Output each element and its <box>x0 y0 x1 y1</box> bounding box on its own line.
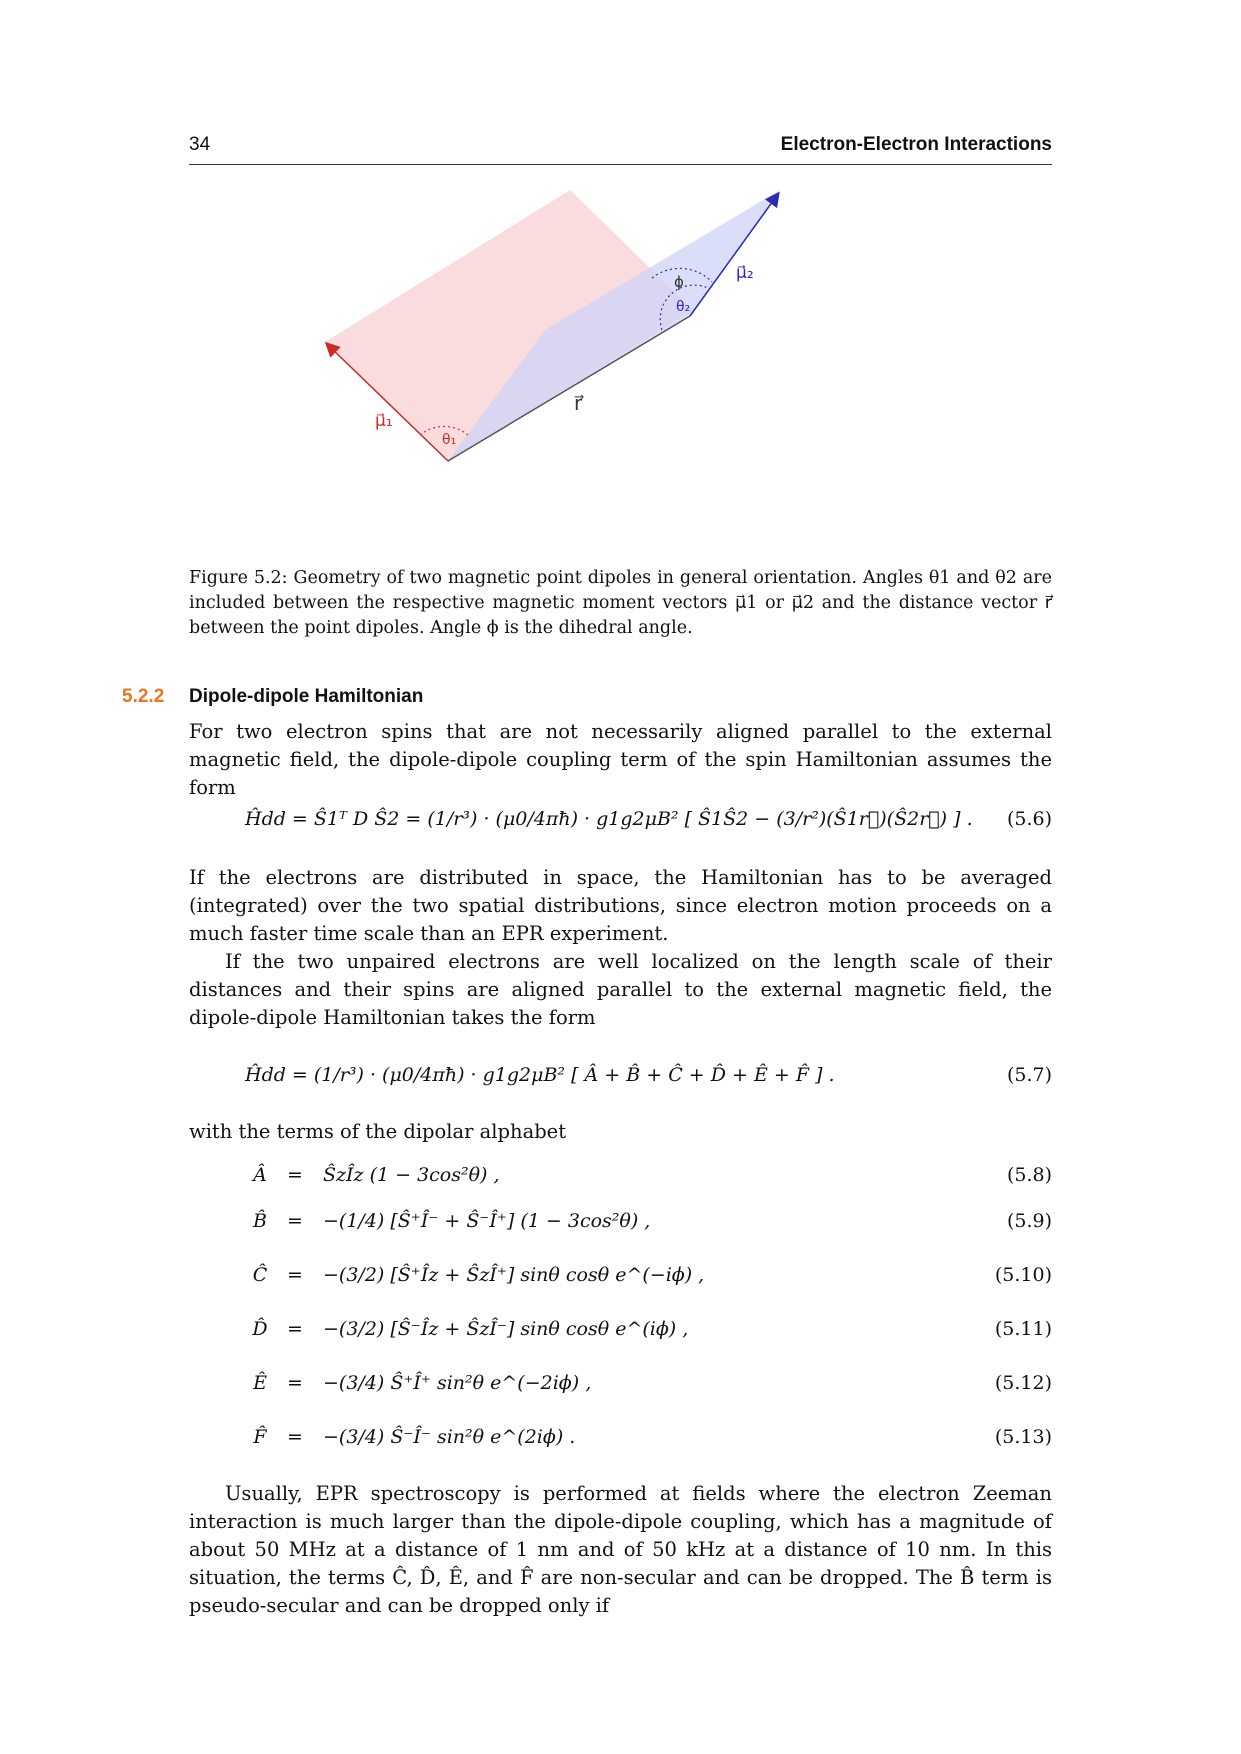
paragraph-4: with the terms of the dipolar alphabet <box>189 1120 567 1143</box>
paragraph-5: Usually, EPR spectroscopy is performed at fields where the electron Zeeman interaction is much larger than the dipole-dipole coupling, which has a magnitude of about 50 MHz at a distance of 1 nm and of 50 kHz at a distance of 10 nm. In this situation, the terms Ĉ, D̂, Ê, and F̂ are non-secular and can be dropped. The B̂ term is pseudo-secular and can be dropped only if <box>189 1482 1052 1617</box>
equation-5-11: D̂ = −(3/2) [Ŝ⁻Îz + ŜzÎ⁻] sinθ cosθ e^(iϕ) , (5.11) <box>245 1318 1052 1358</box>
page-header <box>189 134 1052 165</box>
section-title: Dipole-dipole Hamiltonian <box>189 686 424 707</box>
equation-5-7-number: (5.7) <box>1006 1064 1052 1086</box>
equation-5-7 <box>245 1064 1052 1104</box>
alphabet-term: Ê <box>253 1372 267 1394</box>
equation-5-6 <box>245 808 1052 848</box>
alphabet-term: Ĉ <box>252 1264 268 1286</box>
alphabet-expression: −(3/2) [Ŝ⁻Îz + ŜzÎ⁻] sinθ cosθ e^(iϕ) , <box>323 1318 689 1340</box>
equation-5-9: B̂ = −(1/4) [Ŝ⁺Î⁻ + Ŝ⁻Î⁺] (1 − 3cos²θ) , (5.9) <box>245 1210 1052 1250</box>
equation-number: (5.8) <box>1006 1164 1052 1186</box>
r-label: r⃗ <box>574 391 583 415</box>
mu1-label: μ⃗₁ <box>375 411 393 431</box>
alphabet-expression: −(3/4) Ŝ⁺Î⁺ sin²θ e^(−2iϕ) , <box>323 1372 592 1394</box>
equation-5-6-body: Ĥdd = Ŝ1ᵀ D Ŝ2 = (1/r³) · (μ0/4πħ) · g1g2μB² [ Ŝ1Ŝ2 − (3/r²)(Ŝ1r⃗)(Ŝ2r⃗) ] . <box>245 808 973 830</box>
equation-number: (5.13) <box>994 1426 1052 1448</box>
paragraph-1: For two electron spins that are not necessarily aligned parallel to the external magnetic field, the dipole-dipole coupling term of the spin Hamiltonian assumes the form <box>189 720 1052 799</box>
mu2-label: μ⃗₂ <box>736 263 754 283</box>
equation-5-13: F̂ = −(3/4) Ŝ⁻Î⁻ sin²θ e^(2iϕ) . (5.13) <box>245 1426 1052 1466</box>
equation-5-10: Ĉ = −(3/2) [Ŝ⁺Îz + ŜzÎ⁺] sinθ cosθ e^(−iϕ) , (5.10) <box>245 1264 1052 1304</box>
section-number: 5.2.2 <box>122 686 165 707</box>
alphabet-expression: −(1/4) [Ŝ⁺Î⁻ + Ŝ⁻Î⁺] (1 − 3cos²θ) , <box>323 1210 651 1232</box>
theta2-label: θ₂ <box>676 299 691 315</box>
running-title: Electron-Electron Interactions <box>780 134 1052 155</box>
equation-number: (5.11) <box>994 1318 1052 1340</box>
paragraph-3: If the two unpaired electrons are well localized on the length scale of their distances and their spins are aligned parallel to the external magnetic field, the dipole-dipole Hamiltonian takes the form <box>189 950 1052 1029</box>
dipole-geometry-figure <box>300 190 900 530</box>
equation-number: (5.9) <box>1006 1210 1052 1232</box>
alphabet-term: D̂ <box>252 1318 268 1340</box>
figure-caption: Figure 5.2: Geometry of two magnetic point dipoles in general orientation. Angles θ1 and θ2 are included between the respective magnetic moment vectors μ⃗1 or μ⃗2 and the distance vector r⃗ between the point dipoles. Angle ϕ is the dihedral angle. <box>189 568 1052 638</box>
phi-label: ϕ <box>674 273 684 291</box>
equation-5-8: Â = ŜzÎz (1 − 3cos²θ) , (5.8) <box>245 1164 1052 1204</box>
equation-number: (5.12) <box>994 1372 1052 1394</box>
alphabet-term: Â <box>253 1164 267 1186</box>
equation-5-12: Ê = −(3/4) Ŝ⁺Î⁺ sin²θ e^(−2iϕ) , (5.12) <box>245 1372 1052 1412</box>
equation-number: (5.10) <box>994 1264 1052 1286</box>
paragraph-2: If the electrons are distributed in space, the Hamiltonian has to be averaged (integrated) over the two spatial distributions, since electron motion proceeds on a much faster time scale than an EPR experiment. <box>189 866 1052 945</box>
alphabet-term: F̂ <box>253 1426 267 1448</box>
alphabet-term: B̂ <box>253 1210 267 1232</box>
alphabet-expression: −(3/4) Ŝ⁻Î⁻ sin²θ e^(2iϕ) . <box>323 1426 576 1448</box>
alphabet-expression: −(3/2) [Ŝ⁺Îz + ŜzÎ⁺] sinθ cosθ e^(−iϕ) , <box>323 1264 705 1286</box>
equation-5-7-body: Ĥdd = (1/r³) · (μ0/4πħ) · g1g2μB² [ Â + B̂ + Ĉ + D̂ + Ê + F̂ ] . <box>245 1064 835 1086</box>
theta1-label: θ₁ <box>442 432 457 448</box>
alphabet-expression: ŜzÎz (1 − 3cos²θ) , <box>323 1164 500 1186</box>
page-number: 34 <box>189 134 211 155</box>
equation-5-6-number: (5.6) <box>1006 808 1052 830</box>
